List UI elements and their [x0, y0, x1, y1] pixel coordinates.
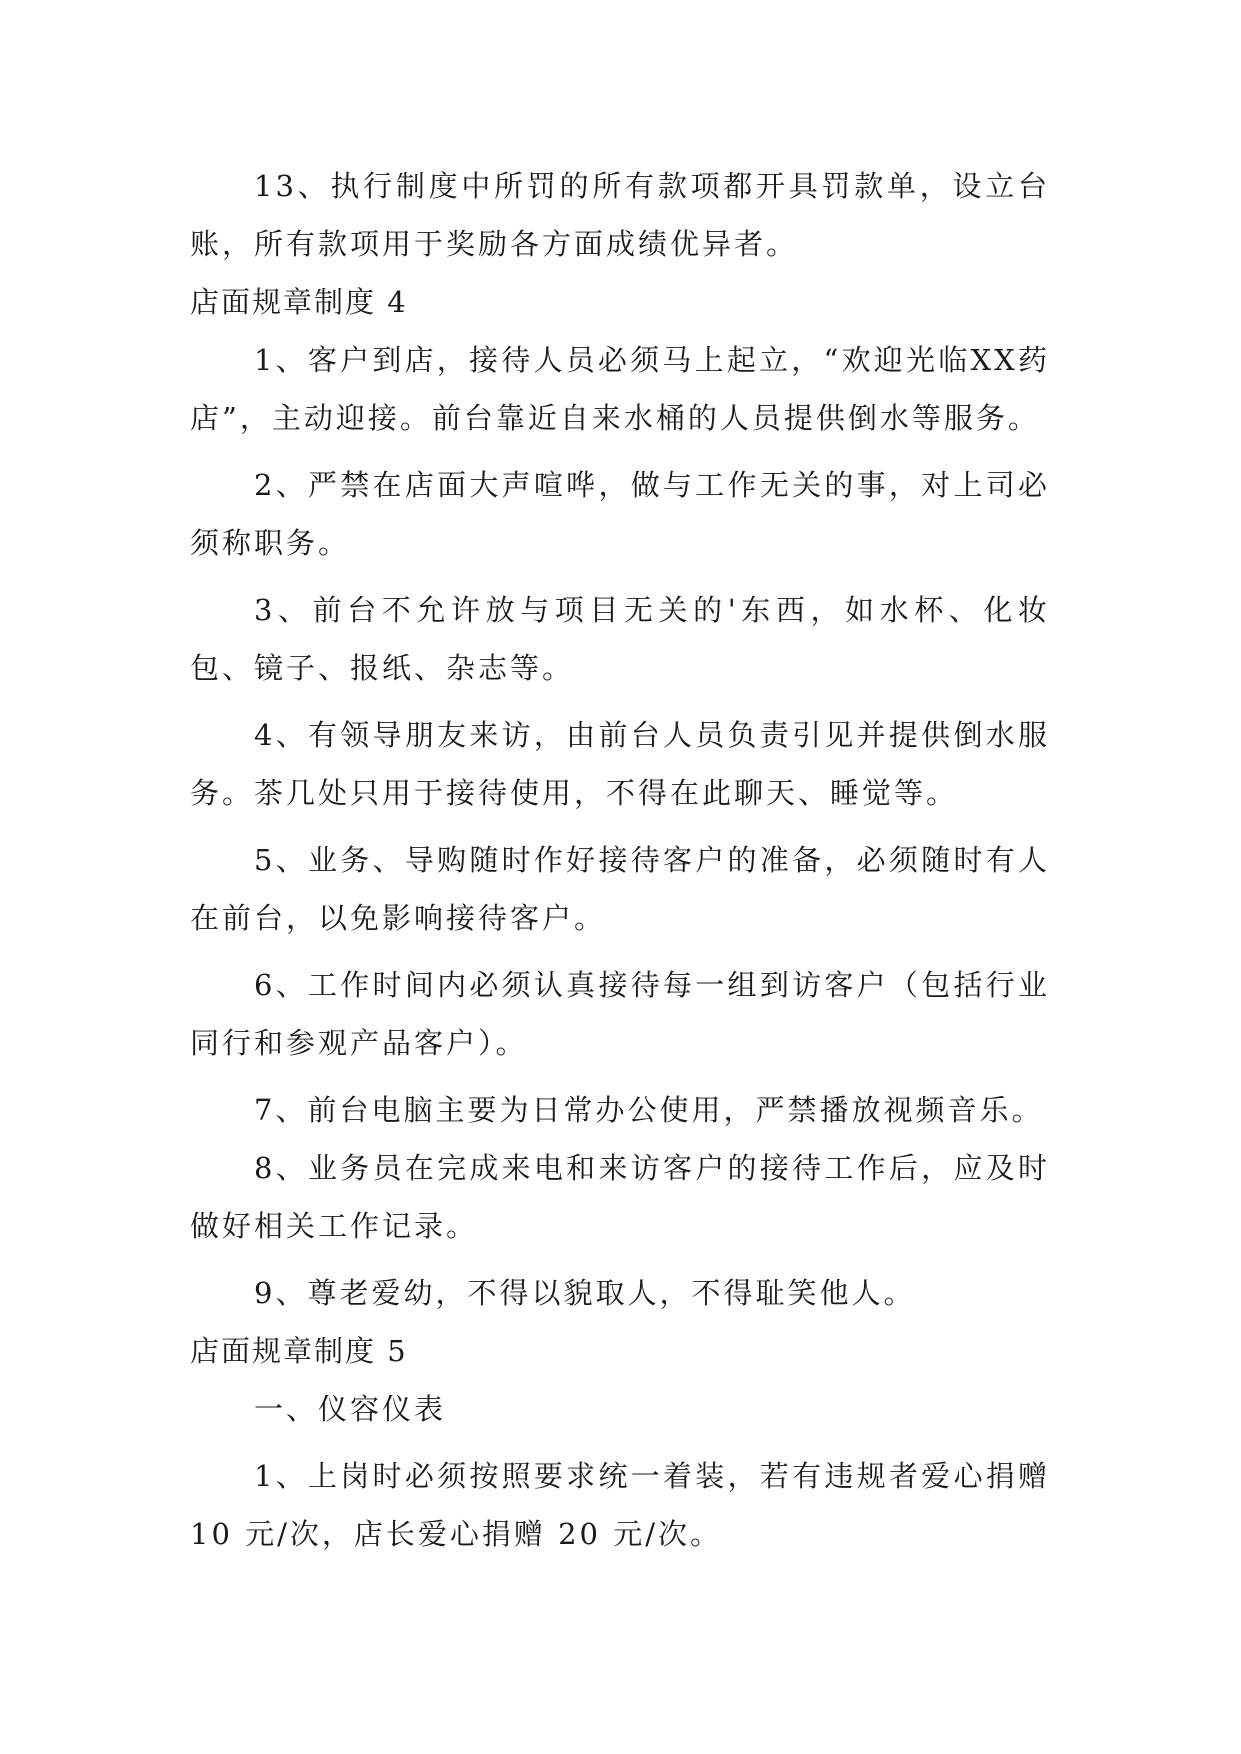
- document-body: [190, 157, 1050, 1563]
- paragraph-rule-7: 7、前台电脑主要为日常办公使用，严禁播放视频音乐。: [254, 1093, 1044, 1127]
- paragraph-rule-4: 4、有领导朋友来访，由前台人员负责引见并提供倒水服务。茶几处只用于接待使用，不得在此聊天、睡觉等。: [190, 718, 1050, 810]
- paragraph-rule-3: 3、前台不允许放与项目无关的'东西，如水杯、化妆包、镜子、报纸、杂志等。: [190, 593, 1050, 685]
- section-heading-4: 店面规章制度 4: [190, 285, 408, 319]
- paragraph-13-penalty-ledger: 13、执行制度中所罚的所有款项都开具罚款单，设立台账，所有款项用于奖励各方面成绩优异者。: [190, 169, 1050, 261]
- paragraph-rule-5: 5、业务、导购随时作好接待客户的准备，必须随时有人在前台，以免影响接待客户。: [190, 843, 1050, 935]
- paragraph-rule-6: 6、工作时间内必须认真接待每一组到访客户（包括行业同行和参观产品客户）。: [190, 968, 1050, 1060]
- paragraph-rule-9: 9、尊老爱幼，不得以貌取人，不得耻笑他人。: [254, 1276, 916, 1310]
- paragraph-rule-8: 8、业务员在完成来电和来访客户的接待工作后，应及时做好相关工作记录。: [190, 1151, 1050, 1243]
- paragraph-rule-2: 2、严禁在店面大声喧哗，做与工作无关的事，对上司必须称职务。: [190, 468, 1050, 560]
- paragraph-rule-1: 1、客户到店，接待人员必须马上起立，“欢迎光临XX药店”，主动迎接。前台靠近自来水桶的人员提供倒水等服务。: [190, 343, 1050, 435]
- section-heading-5: 店面规章制度 5: [190, 1334, 408, 1368]
- subsection-heading-appearance: 一、仪容仪表: [254, 1392, 447, 1426]
- paragraph-appearance-rule-1: 1、上岗时必须按照要求统一着装，若有违规者爱心捐赠 10 元/次，店长爱心捐赠 20 元/次。: [190, 1459, 1050, 1551]
